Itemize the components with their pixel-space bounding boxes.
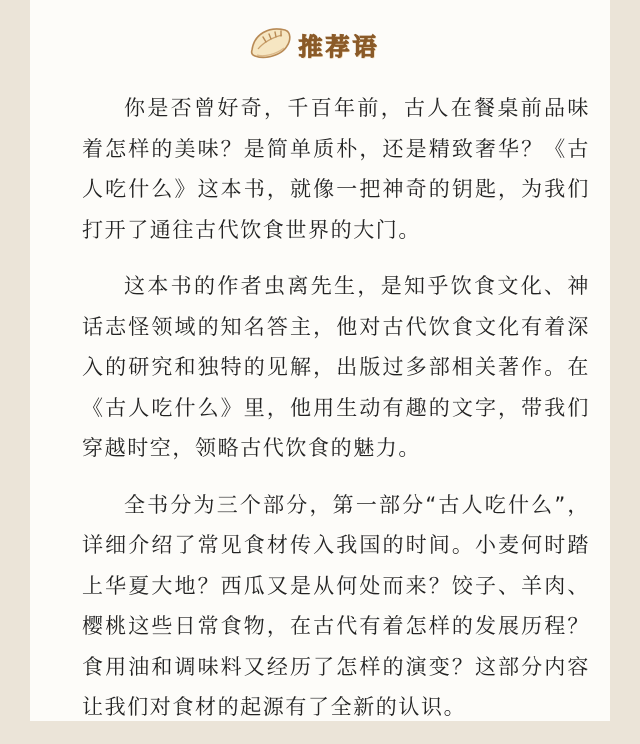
paragraph-author: 这本书的作者虫离先生，是知乎饮食文化、神话志怪领域的知名答主，他对古代饮食文化有着深入的研究和独特的见解，出版过多部相关著作。在《古人吃什么》里，他用生动有趣的文字，带我们穿越时空，领略古代饮食的魅力。 — [82, 274, 590, 460]
article-body — [82, 88, 590, 744]
paragraph-structure: 全书分为三个部分，第一部分“古人吃什么”，详细介绍了常见食材传入我国的时间。小麦何时踏上华夏大地？西瓜又是从何处而来？饺子、羊肉、樱桃这些日常食物，在古代有着怎样的发展历程？食用油和调味料又经历了怎样的演变？这部分内容让我们对食材的起源有了全新的认识。 — [82, 492, 590, 719]
paragraph-intro: 你是否曾好奇，千百年前，古人在餐桌前品味着怎样的美味？是简单质朴，还是精致奢华？《古人吃什么》这本书，就像一把神奇的钥匙，为我们打开了通往古代饮食世界的大门。 — [82, 96, 590, 242]
section-title: 推荐语 — [298, 32, 380, 61]
dumpling-icon — [249, 24, 293, 64]
article-card — [30, 0, 610, 721]
section-header — [30, 22, 610, 66]
